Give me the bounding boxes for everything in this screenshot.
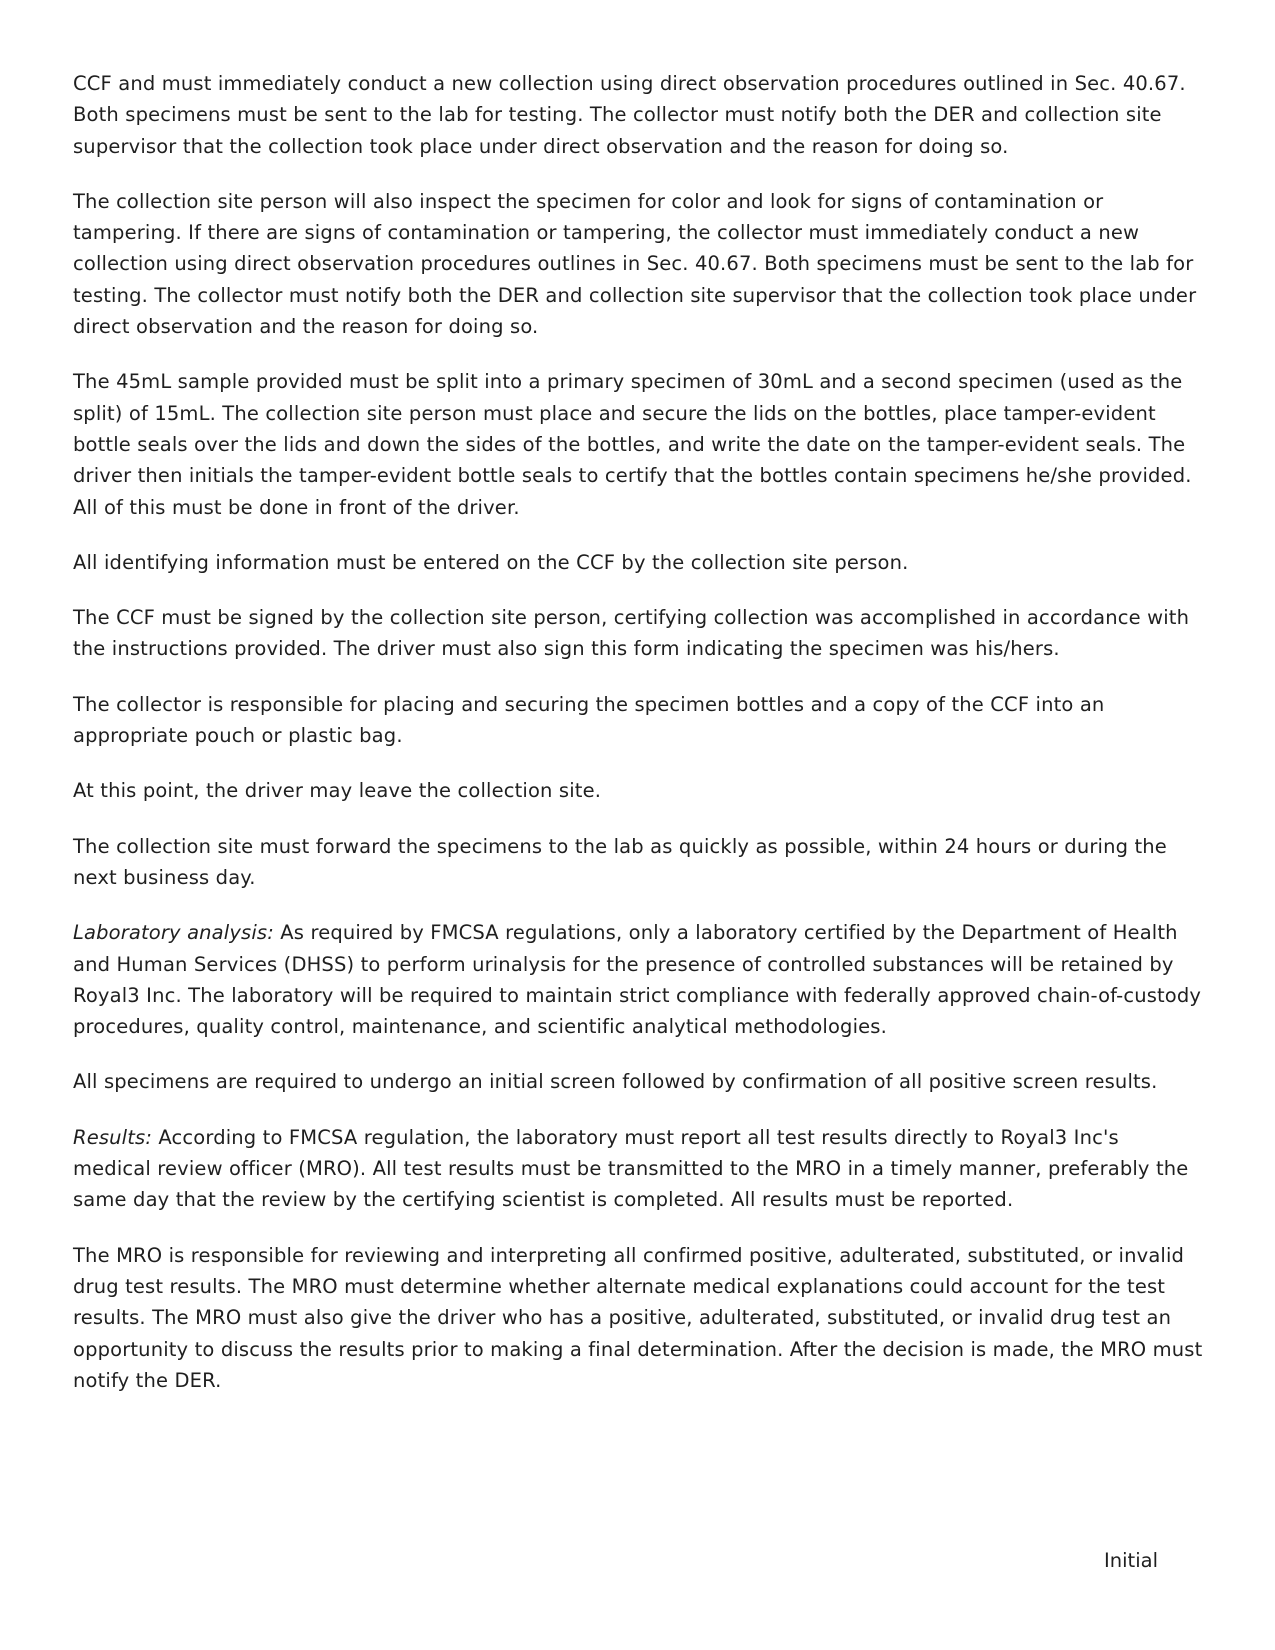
paragraph-text: All specimens are required to undergo an initial screen followed by confirmation of all positive screen results. bbox=[73, 1070, 1158, 1094]
paragraph-lead: Results: bbox=[73, 1125, 153, 1149]
paragraph-identifying-info bbox=[73, 547, 1203, 578]
paragraph-text: The MRO is responsible for reviewing and interpreting all confirmed positive, adulterated, substituted, or invalid drug test results. The MRO must determine whether alternate medical explanations could account for the test results. The MRO must also give the driver who has a positive, adulterated, substituted, or invalid drug test an opportunity to discuss the results prior to making a final determination. After the decision is made, the MRO must notify the DER. bbox=[73, 1243, 1203, 1392]
paragraph-initial-screen bbox=[73, 1066, 1203, 1097]
paragraph-mro-responsibility bbox=[73, 1240, 1203, 1396]
initial-label: Initial bbox=[1104, 1549, 1158, 1572]
paragraph-ccf-signature bbox=[73, 602, 1203, 665]
paragraph-text: The collection site person will also inspect the specimen for color and look for signs of contamination or tampering. If there are signs of contamination or tampering, the collector must immediately conduct a new collection using direct observation procedures outlines in Sec. 40.67. Both specimens must be sent to the lab for testing. The collector must notify both the DER and collection site supervisor that the collection took place under direct observation and the reason for doing so. bbox=[73, 189, 1197, 339]
paragraph-specimen-inspection bbox=[73, 186, 1203, 342]
paragraph-text: The collector is responsible for placing and securing the specimen bottles and a copy of the CCF into an appropriate pouch or plastic bag. bbox=[73, 692, 1105, 748]
paragraph-driver-leave bbox=[73, 775, 1203, 806]
paragraph-text: At this point, the driver may leave the collection site. bbox=[73, 779, 602, 803]
paragraph-text: All identifying information must be entered on the CCF by the collection site person. bbox=[73, 550, 909, 574]
paragraph-text: The CCF must be signed by the collection site person, certifying collection was accomplished in accordance with the instructions provided. The driver must also sign this form indicating the specimen was his/hers. bbox=[73, 606, 1190, 661]
paragraph-laboratory-analysis bbox=[73, 917, 1203, 1042]
paragraph-text: The collection site must forward the specimens to the lab as quickly as possible, within 24 hours or during the next business day. bbox=[73, 834, 1167, 889]
paragraph-results bbox=[73, 1122, 1203, 1216]
paragraph-text: The 45mL sample provided must be split into a primary specimen of 30mL and a second specimen (used as the split) of 15mL. The collection site person must place and secure the lids on the bottles, place tamper-evident bottle seals over the lids and down the sides of the bottles, and write the date on the tamper-evident seals. The driver then initials the tamper-evident bottle seals to certify that the bottles contain specimens he/she provided. All of this must be done in front of the driver. bbox=[73, 370, 1192, 519]
paragraph-text: As required by FMCSA regulations, only a laboratory certified by the Department of Health and Human Services (DHSS) to perform urinalysis for the presence of controlled substances will be retained by Royal3 Inc. The laboratory will be required to maintain strict compliance with federally approved chain-of-custody procedures, quality control, maintenance, and scientific analytical methodologies. bbox=[73, 921, 1202, 1039]
paragraph-forward-specimens bbox=[73, 831, 1203, 894]
paragraph-sample-split bbox=[73, 366, 1203, 522]
paragraph-lead: Laboratory analysis: bbox=[73, 921, 274, 945]
paragraph-text: According to FMCSA regulation, the laboratory must report all test results directly to Royal3 Inc's medical review officer (MRO). All test results must be transmitted to the MRO in a timely manner, preferably the same day that the review by the certifying scientist is completed. All results must be reported. bbox=[73, 1125, 1189, 1212]
paragraph-direct-observation bbox=[73, 68, 1203, 162]
paragraph-collector-pouch bbox=[73, 689, 1203, 752]
document-body bbox=[73, 68, 1203, 1420]
paragraph-text: CCF and must immediately conduct a new collection using direct observation procedures outlined in Sec. 40.67. Both specimens must be sent to the lab for testing. The collector must notify both the DER and collection site supervisor that the collection took place under direct observation and the reason for doing so. bbox=[73, 72, 1186, 158]
